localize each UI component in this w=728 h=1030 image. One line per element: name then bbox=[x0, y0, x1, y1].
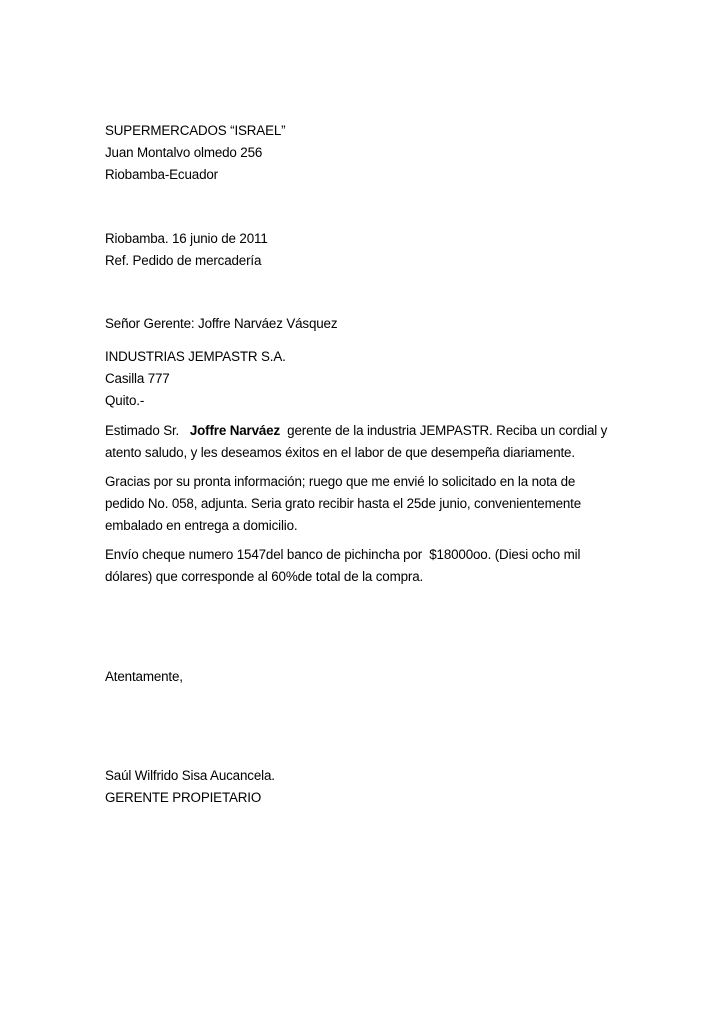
greeting-line: Señor Gerente: Joffre Narváez Vásquez bbox=[105, 316, 338, 331]
signature-name: Saúl Wilfrido Sisa Aucancela. bbox=[105, 768, 275, 783]
paragraph-payment bbox=[105, 544, 625, 588]
reference-line: Ref. Pedido de mercadería bbox=[105, 253, 262, 268]
recipient-company: INDUSTRIAS JEMPASTR S.A. bbox=[105, 349, 286, 364]
closing-block bbox=[105, 666, 625, 688]
signature-title: GERENTE PROPIETARIO bbox=[105, 790, 262, 805]
paragraph2-line2: pedido No. 058, adjunta. Seria grato recibir hasta el 25de junio, convenientemente bbox=[105, 496, 582, 511]
paragraph-request bbox=[105, 471, 625, 537]
sender-company: SUPERMERCADOS “ISRAEL” bbox=[105, 123, 286, 138]
date-reference-block bbox=[105, 228, 625, 272]
greeting-block bbox=[105, 313, 625, 335]
recipient-box: Casilla 777 bbox=[105, 371, 170, 386]
recipient-address-block bbox=[105, 346, 625, 412]
paragraph2-line3: embalado en entrega a domicilio. bbox=[105, 518, 298, 533]
signature-block bbox=[105, 765, 625, 809]
paragraph3-line2: dólares) que corresponde al 60%de total de la compra. bbox=[105, 569, 424, 584]
closing-line: Atentamente, bbox=[105, 669, 183, 684]
paragraph1-intro: Estimado Sr. bbox=[105, 423, 190, 438]
sender-street: Juan Montalvo olmedo 256 bbox=[105, 145, 263, 160]
sender-city: Riobamba-Ecuador bbox=[105, 167, 218, 182]
sender-address-block bbox=[105, 120, 625, 186]
recipient-name-bold: Joffre Narváez bbox=[189, 423, 281, 438]
paragraph2-line1: Gracias por su pronta información; ruego que me envié lo solicitado en la nota de bbox=[105, 474, 576, 489]
recipient-city: Quito.- bbox=[105, 393, 145, 408]
paragraph3-line1: Envío cheque numero 1547del banco de pichincha por $18000oo. (Diesi ocho mil bbox=[105, 547, 581, 562]
date-line: Riobamba. 16 junio de 2011 bbox=[105, 231, 268, 246]
paragraph1-line1 bbox=[105, 420, 625, 442]
paragraph-salutation bbox=[105, 420, 625, 464]
paragraph1-rest: gerente de la industria JEMPASTR. Reciba un cordial y bbox=[280, 423, 608, 438]
paragraph1-line2: atento saludo, y les deseamos éxitos en el labor de que desempeña diariamente. bbox=[105, 445, 575, 460]
